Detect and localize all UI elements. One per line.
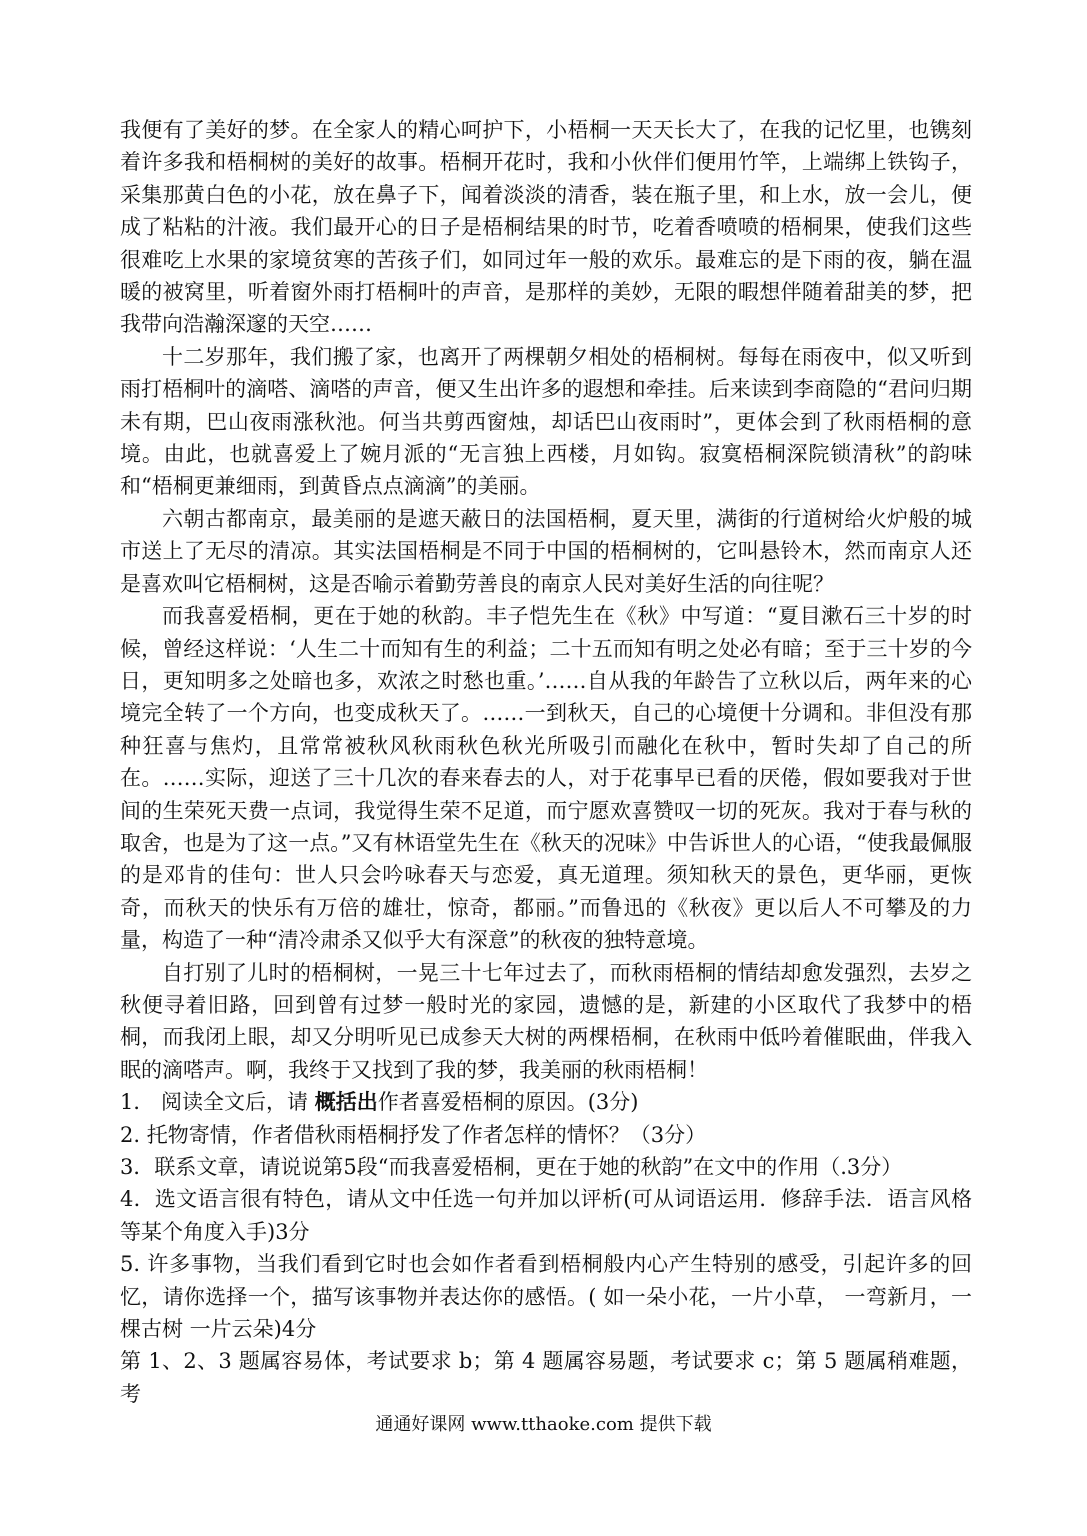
- paragraph-5: 自打别了儿时的梧桐树，一晃三十七年过去了，而秋雨梧桐的情结却愈发强烈，去岁之秋便寻着旧路，回到曾有过梦一般时光的家园，遗憾的是，新建的小区取代了我梦中的梧桐，而我闭上眼，却又分明听见已成参天大树的两棵梧桐，在秋雨中低吟着催眠曲，伴我入眠的滴嗒声。啊，我终于又找到了我的梦，我美丽的秋雨梧桐！: [120, 960, 972, 1082]
- paragraph-1: 我便有了美好的梦。在全家人的精心呵护下，小梧桐一天天长大了，在我的记忆里，也镌刻着许多我和梧桐树的美好的故事。梧桐开花时，我和小伙伴们便用竹竿，上端绑上铁钩子，采集那黄白色的小花，放在鼻子下，闻着淡淡的清香，装在瓶子里，和上水，放一会儿，便成了粘粘的汁液。我们最开心的日子是梧桐结果的时节，吃着香喷喷的梧桐果，使我们这些很难吃上水果的家境贫寒的苦孩子们，如同过年一般的欢乐。最难忘的是下雨的夜，躺在温暖的被窝里，听着窗外雨打梧桐叶的声音，是那样的美妙，无限的暇想伴随着甜美的梦，把我带向浩瀚深邃的天空……: [120, 118, 972, 337]
- page-footer: 通通好课网 www.tthaoke.com 提供下载: [375, 1414, 712, 1435]
- document-body: [120, 114, 972, 1410]
- paragraph-2: 十二岁那年，我们搬了家，也离开了两棵朝夕相处的梧桐树。每每在雨夜中，似又听到雨打梧桐叶的滴嗒、滴嗒的声音，便又生出许多的遐想和牵挂。后来读到李商隐的“君问归期未有期，巴山夜雨涨秋池。何当共剪西窗烛，却话巴山夜雨时”，更体会到了秋雨梧桐的意境。由此，也就喜爱上了婉月派的“无言独上西楼，月如钩。寂寞梧桐深院锁清秋”的韵味和“梧桐更兼细雨，到黄昏点点滴滴”的美丽。: [120, 344, 972, 499]
- question-1: [120, 1086, 972, 1118]
- question-2: 2. 托物寄情，作者借秋雨梧桐抒发了作者怎样的情怀？（3分）: [120, 1122, 707, 1147]
- question-4: 4．选文语言很有特色，请从文中任选一句并加以评析(可从词语运用．修辞手法．语言风格等某个角度入手)3分: [120, 1187, 972, 1244]
- question-3: 3．联系文章，请说说第5段“而我喜爱梧桐，更在于她的秋韵”在文中的作用（.3分）: [120, 1155, 903, 1179]
- question-5: 5. 许多事物，当我们看到它时也会如作者看到梧桐般内心产生特别的感受，引起许多的回忆，请你选择一个，描写该事物并表达你的感悟。( 如一朵小花，一片小草， 一弯新月，一棵古树 一片云朵)4分: [120, 1252, 972, 1342]
- paragraph-4: 而我喜爱梧桐，更在于她的秋韵。丰子恺先生在《秋》中写道：“夏目漱石三十岁的时候，曾经这样说：‘人生二十而知有生的利益；二十五而知有明之处必有暗；至于三十岁的今日，更知明多之处暗也多，欢浓之时愁也重。’……自从我的年龄告了立秋以后，两年来的心境完全转了一个方向，也变成秋天了。……一到秋天，自己的心境便十分调和。非但没有那种狂喜与焦灼，且常常被秋风秋雨秋色秋光所吸引而融化在秋中，暂时失却了自己的所在。……实际，迎送了三十几次的春来春去的人，对于花事早已看的厌倦，假如要我对于世间的生荣死天费一点词，我觉得生荣不足道，而宁愿欢喜赞叹一切的死灰。我对于春与秋的取舍，也是为了这一点。”又有林语堂先生在《秋天的况味》中告诉世人的心语，“使我最佩服的是邓肯的佳句：世人只会吟咏春天与恋爱，真无道理。须知秋天的景色，更华丽，更恢奇，而秋天的快乐有万倍的雄壮，惊奇，都丽。”而鲁迅的《秋夜》更以后人不可攀及的力量，构造了一种“清冷肃杀又似乎大有深意”的秋夜的独特意境。: [120, 604, 972, 953]
- question-1-keyword: 概括出: [314, 1089, 378, 1115]
- question-1-prefix: 1． 阅读全文后，请: [120, 1090, 315, 1115]
- paragraph-3: 六朝古都南京，最美丽的是遮天蔽日的法国梧桐，夏天里，满街的行道树给火炉般的城市送上了无尽的清凉。其实法国梧桐是不同于中国的梧桐树的，它叫悬铃木，然而南京人还是喜欢叫它梧桐树，这是否喻示着勤劳善良的南京人民对美好生活的向往呢？: [120, 506, 972, 596]
- question-1-suffix: 作者喜爱梧桐的原因。(3分): [377, 1090, 639, 1115]
- difficulty-note: 第 1、2、3 题属容易体，考试要求 b；第 4 题属容易题，考试要求 c；第 5 题属稍难题，考: [120, 1349, 972, 1406]
